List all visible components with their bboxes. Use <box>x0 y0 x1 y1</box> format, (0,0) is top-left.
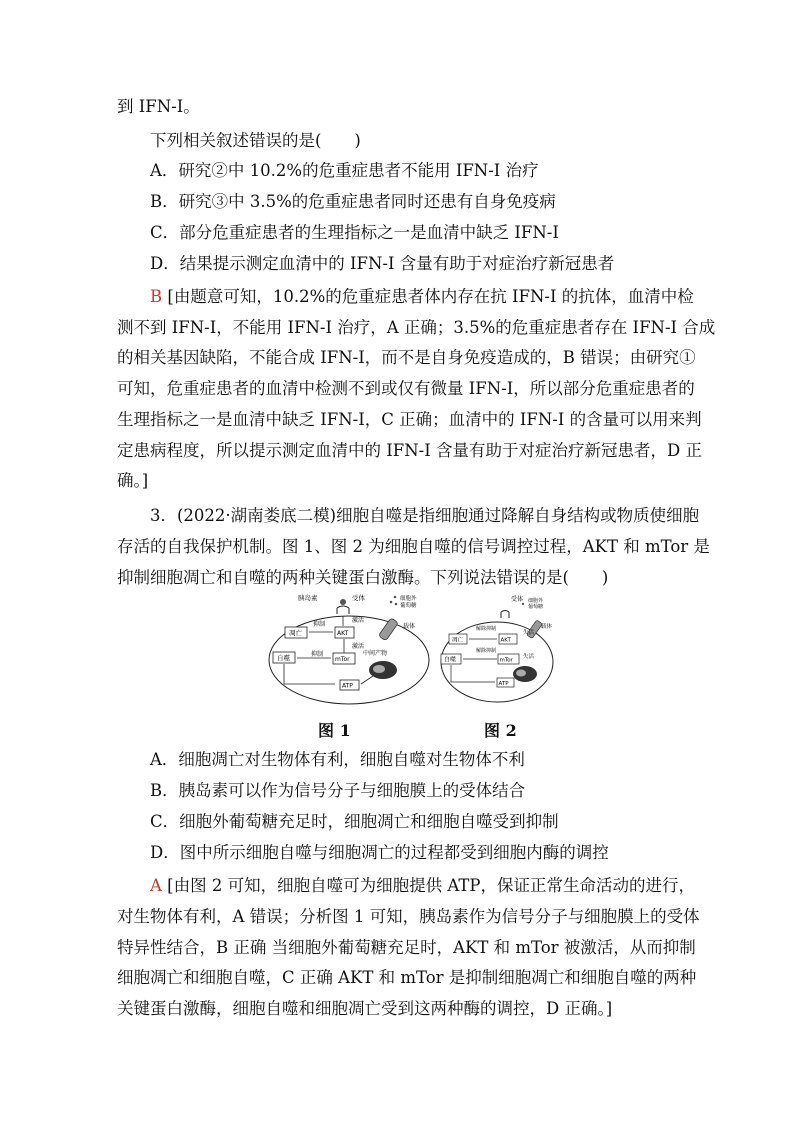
label-inactive-2: 失活 <box>523 654 535 660</box>
label-inhibit-2: 抑制 <box>311 651 324 658</box>
explanation-line: 的相关基因缺陷，不能合成 IFN-I，而不是自身免疫造成的，B 错误；由研究① <box>117 348 696 367</box>
label-intermediate: 中间产物 <box>363 650 388 657</box>
explanation-line: 特异性结合，B 正确 当细胞外葡萄糖充足时，AKT 和 mTor 被激活，从而抑制 <box>117 938 696 957</box>
figure-svg <box>265 592 555 706</box>
explanation-line <box>150 287 694 307</box>
label-akt: AKT <box>337 630 349 637</box>
insulin-molecule <box>340 599 346 605</box>
option-d: D．结果提示测定血清中的 IFN-I 含量有助于对症治疗新冠患者 <box>150 254 615 273</box>
label-glucose: 葡萄糖 <box>400 603 417 609</box>
answer-letter: A <box>150 876 162 895</box>
explanation-line: 对生物体有利，A 错误；分析图 1 可知，胰岛素作为信号分子与细胞膜上的受体 <box>117 907 700 926</box>
figure-1-caption: 图 1 <box>318 721 351 740</box>
mitochondrion-inner <box>516 670 526 677</box>
label-activate-2: 激活 <box>352 643 365 650</box>
explanation-line: 可知，危重症患者的血清中检测不到或仅有微量 IFN-I，所以部分危重症患者的 <box>117 379 695 398</box>
label-carrier: 载体 <box>541 624 553 630</box>
label-inactive-1: 失活 <box>523 630 535 636</box>
label-mtor: mTor <box>499 657 513 664</box>
explanation-text: [由题意可知，10.2%的危重症患者体内存在抗 IFN-I 的抗体，血清中检 <box>167 287 694 306</box>
label-outside: 细胞外 <box>528 598 544 604</box>
arrow <box>451 665 495 682</box>
question-stem: 下列相关叙述错误的是( ) <box>150 131 361 150</box>
explanation-line: 细胞凋亡和细胞自噬，C 正确 AKT 和 mTor 是抑制细胞凋亡和细胞自噬的两种 <box>117 968 697 987</box>
explanation-line: 关键蛋白激酶，细胞自噬和细胞凋亡受到这两种酶的调控，D 正确。] <box>117 999 613 1018</box>
question-3-stem: 存活的自我保护机制。图 1、图 2 为细胞自噬的信号调控过程，AKT 和 mTor 是 <box>117 537 710 556</box>
label-carrier: 载体 <box>403 623 416 630</box>
arrow <box>284 664 335 684</box>
question-3-stem: 抑制细胞凋亡和自噬的两种关键蛋白激酶。下列说法错误的是( ) <box>117 568 609 587</box>
label-apoptosis: 凋亡 <box>452 637 464 644</box>
label-glucose: 葡萄糖 <box>528 604 544 610</box>
label-autophagy: 自噬 <box>277 654 290 662</box>
figure-1 <box>269 593 429 704</box>
label-akt: AKT <box>500 637 511 644</box>
option-d: D．图中所示细胞自噬与细胞凋亡的过程都受到细胞内酶的调控 <box>150 843 609 862</box>
label-inhibit-1: 抑制 <box>313 621 326 628</box>
explanation-line <box>150 876 695 896</box>
explanation-line: 测不到 IFN-I，不能用 IFN-I 治疗，A 正确；3.5%的危重症患者存在 IFN-I 合成 <box>117 318 716 337</box>
option-c: C．细胞外葡萄糖充足时，细胞凋亡和细胞自噬受到抑制 <box>150 812 559 831</box>
option-b: B．研究③中 3.5%的危重症患者同时还患有自身免疫病 <box>150 192 556 211</box>
figure-2 <box>441 595 553 702</box>
mitochondrion-inner <box>373 665 385 673</box>
label-apoptosis: 凋亡 <box>289 629 302 637</box>
glucose-dot <box>522 603 524 605</box>
option-c: C．部分危重症患者的生理指标之一是血清中缺乏 IFN-I <box>150 223 559 242</box>
text-line: 到 IFN-I。 <box>117 97 200 116</box>
label-release-2: 解除抑制 <box>476 648 497 654</box>
receptor-shape <box>501 611 509 619</box>
question-3-stem: 3．(2022·湖南娄底二模)细胞自噬是指细胞通过降解自身结构或物质使细胞 <box>150 506 700 525</box>
option-b: B．胰岛素可以作为信号分子与细胞膜上的受体结合 <box>150 781 526 800</box>
label-activate-1: 激活 <box>352 617 365 624</box>
explanation-line: 定患病程度，所以提示测定血清中的 IFN-I 含量有助于对症治疗新冠患者，D 正 <box>117 441 702 460</box>
label-mtor: mTor <box>335 656 350 663</box>
label-receptor: 受体 <box>352 594 365 602</box>
explanation-text: [由图 2 可知，细胞自噬可为细胞提供 ATP，保证正常生命活动的进行， <box>167 876 695 895</box>
label-insulin: 胰岛素 <box>298 594 318 602</box>
label-atp: ATP <box>342 682 353 690</box>
glucose-dot <box>395 603 398 606</box>
receptor-shape <box>337 606 349 614</box>
answer-letter: B <box>150 287 163 306</box>
arrow <box>361 676 373 684</box>
signal-figures <box>265 592 555 706</box>
label-release-1: 解除抑制 <box>476 626 497 632</box>
label-autophagy: 自噬 <box>444 656 457 664</box>
label-atp: ATP <box>498 681 509 687</box>
carrier-protein <box>378 618 398 641</box>
label-outside: 细胞外 <box>400 596 417 602</box>
option-a: A．研究②中 10.2%的危重症患者不能用 IFN-I 治疗 <box>150 161 539 180</box>
glucose-dot <box>390 601 393 604</box>
option-a: A．细胞凋亡对生物体有利，细胞自噬对生物体不利 <box>150 750 525 769</box>
glucose-dot <box>394 596 397 599</box>
label-receptor: 受体 <box>511 596 524 603</box>
figure-2-caption: 图 2 <box>484 721 517 740</box>
explanation-line: 生理指标之一是血清中缺乏 IFN-I，C 正确；血清中的 IFN-I 的含量可以用来判 <box>117 410 702 429</box>
explanation-line: 确。] <box>117 471 149 490</box>
